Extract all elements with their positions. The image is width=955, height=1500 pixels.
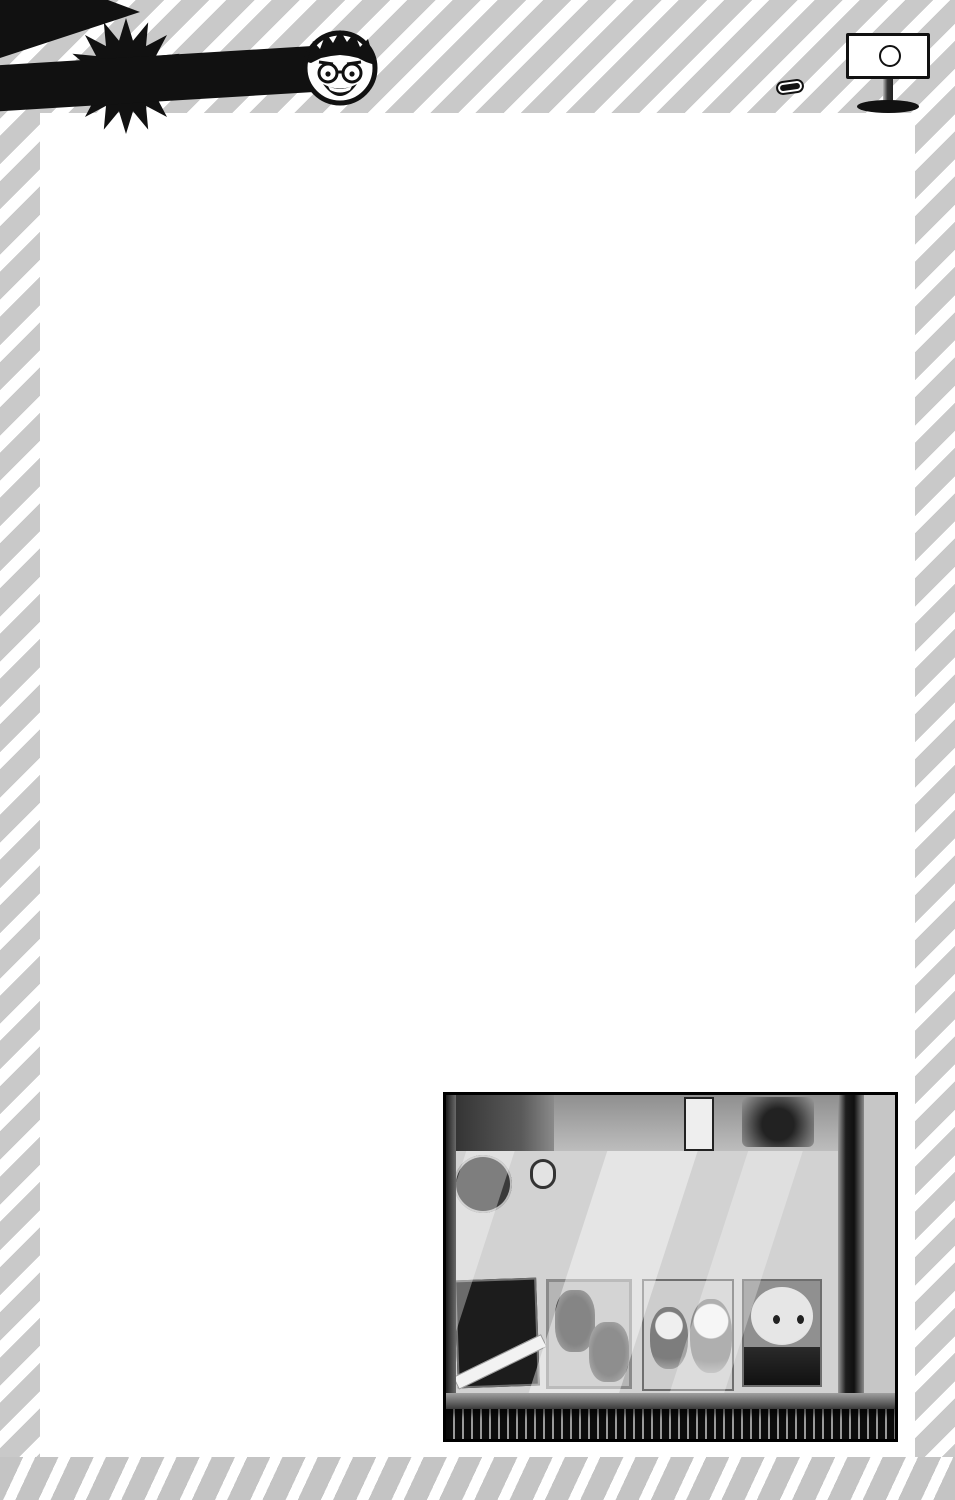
part-sign: [843, 33, 933, 113]
base-slats: [446, 1409, 895, 1439]
dark-interior: [446, 1095, 554, 1151]
content-panel: [40, 113, 915, 1457]
part-number-circle: [879, 45, 901, 67]
eye: [773, 1315, 780, 1324]
price-bubble: [530, 1159, 556, 1189]
postcard-banner: [520, 1159, 556, 1193]
part-sign-board: [846, 33, 930, 79]
window-left-frame: [446, 1095, 456, 1393]
window-frame-bar: [838, 1095, 864, 1395]
eye: [797, 1315, 804, 1324]
series-logos-row: [446, 1251, 895, 1277]
bottom-stripe-band: [0, 1457, 955, 1500]
sign-base: [857, 100, 919, 113]
small-shop-sign: [684, 1097, 714, 1151]
above-window-strip: [446, 1095, 895, 1151]
postcard-display-row: [446, 1279, 895, 1393]
continued-badge: [777, 80, 802, 93]
collar-art: [744, 1347, 820, 1385]
adjacent-window-pane: [864, 1095, 895, 1395]
korosensei-face: [751, 1287, 813, 1345]
window-sill-rail: [446, 1393, 895, 1409]
shop-display-photo: [443, 1092, 898, 1442]
shop-window-glass: [446, 1151, 895, 1393]
saiki-face-icon: [300, 26, 380, 110]
ornament-figure: [742, 1097, 814, 1147]
